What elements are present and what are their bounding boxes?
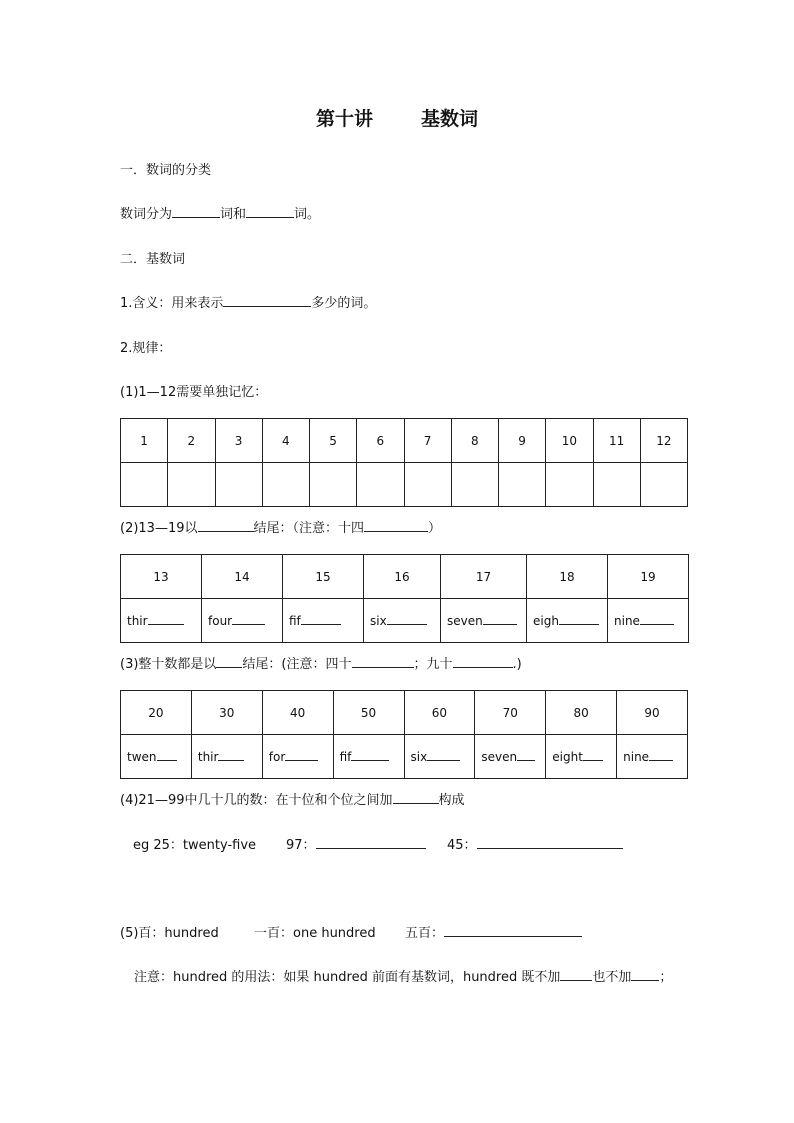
answer-cell[interactable]: [357, 463, 404, 507]
blank-hyphen[interactable]: [393, 791, 439, 804]
rule-1-heading: (1)1—12需要单独记忆：: [120, 385, 268, 400]
table-cell: 6: [357, 419, 404, 463]
table-cell: 4: [262, 419, 309, 463]
word-cell[interactable]: thir: [121, 599, 202, 643]
answer-cell[interactable]: [640, 463, 687, 507]
table-cell: 3: [215, 419, 262, 463]
blank-ninety[interactable]: [453, 655, 513, 668]
table-row: [121, 691, 688, 735]
table-cell: 19: [608, 555, 689, 599]
rule-3-heading: (3)整十数都是以 结尾：(注意：四十 ；九十 .): [120, 657, 522, 672]
table-cell: 18: [527, 555, 608, 599]
answer-cell[interactable]: [215, 463, 262, 507]
table-1-12: [120, 418, 688, 507]
question-97: 97：: [286, 834, 426, 853]
table-row: [121, 599, 689, 643]
blank-97[interactable]: [316, 836, 426, 849]
table-row: [121, 463, 688, 507]
table-cell: 17: [441, 555, 527, 599]
title-lecture: 第十讲: [315, 108, 373, 130]
hundred-usage-note: 注意：hundred 的用法：如果 hundred 前面有基数词，hundred 既不加 也不加 ；: [134, 970, 673, 985]
blank-no-of[interactable]: [631, 968, 659, 981]
table-cell: 70: [475, 691, 546, 735]
table-cell: 50: [333, 691, 404, 735]
word-cell[interactable]: six: [404, 735, 475, 779]
five-hundred-question: 五百：: [405, 922, 582, 941]
blank-suffix-ty[interactable]: [216, 655, 242, 668]
word-cell[interactable]: thir: [191, 735, 262, 779]
answer-cell[interactable]: [499, 463, 546, 507]
answer-cell[interactable]: [121, 463, 168, 507]
word-cell[interactable]: seven: [475, 735, 546, 779]
table-cell: 40: [262, 691, 333, 735]
blank-forty[interactable]: [352, 655, 414, 668]
table-cell: 90: [617, 691, 688, 735]
blank-45[interactable]: [477, 836, 623, 849]
example-25: eg 25：twenty-five: [133, 838, 257, 853]
blank-fourteen[interactable]: [364, 519, 428, 532]
word-cell[interactable]: seven: [441, 599, 527, 643]
blank-definition[interactable]: [223, 294, 311, 307]
answer-cell[interactable]: [593, 463, 640, 507]
word-cell[interactable]: six: [364, 599, 441, 643]
section-1-heading: 一．数词的分类: [120, 163, 212, 178]
table-cell: 8: [451, 419, 498, 463]
table-cell: 15: [283, 555, 364, 599]
word-cell[interactable]: nine: [617, 735, 688, 779]
table-cell: 60: [404, 691, 475, 735]
rules-heading: 2.规律：: [120, 341, 172, 356]
word-cell[interactable]: fif: [333, 735, 404, 779]
definition-line: 1.含义：用来表示 多少的词。: [120, 296, 377, 311]
classification-sentence: 数词分为 词和 词。: [120, 207, 321, 222]
answer-cell[interactable]: [546, 463, 593, 507]
table-cell: 9: [499, 419, 546, 463]
table-cell: 1: [121, 419, 168, 463]
table-cell: 12: [640, 419, 687, 463]
table-cell: 30: [191, 691, 262, 735]
answer-cell[interactable]: [404, 463, 451, 507]
word-cell[interactable]: eight: [546, 735, 617, 779]
answer-cell[interactable]: [310, 463, 357, 507]
table-cell: 16: [364, 555, 441, 599]
blank-no-s[interactable]: [560, 968, 592, 981]
table-cell: 2: [168, 419, 215, 463]
table-cell: 7: [404, 419, 451, 463]
word-cell[interactable]: nine: [608, 599, 689, 643]
rule-5-hundred: (5)百：hundred: [120, 926, 219, 941]
table-cell: 11: [593, 419, 640, 463]
table-row: [121, 419, 688, 463]
title-topic: 基数词: [421, 108, 479, 130]
table-row: [121, 735, 688, 779]
blank-2[interactable]: [246, 205, 294, 218]
word-cell[interactable]: fif: [283, 599, 364, 643]
question-45: 45：: [447, 834, 623, 853]
table-cell: 10: [546, 419, 593, 463]
blank-500[interactable]: [444, 924, 582, 937]
table-cell: 5: [310, 419, 357, 463]
page-title: [0, 104, 794, 131]
table-cell: 14: [202, 555, 283, 599]
table-cell: 80: [546, 691, 617, 735]
table-13-19: [120, 554, 689, 643]
blank-suffix-teen[interactable]: [198, 519, 254, 532]
table-cell: 20: [121, 691, 192, 735]
rule-2-heading: (2)13—19以 结尾：（注意：十四 ）: [120, 521, 442, 536]
table-20-90: [120, 690, 688, 779]
answer-cell[interactable]: [262, 463, 309, 507]
blank-1[interactable]: [172, 205, 220, 218]
word-cell[interactable]: for: [262, 735, 333, 779]
word-cell[interactable]: four: [202, 599, 283, 643]
table-row: [121, 555, 689, 599]
answer-cell[interactable]: [168, 463, 215, 507]
rule-4-heading: (4)21—99中几十几的数：在十位和个位之间加 构成: [120, 793, 465, 808]
word-cell[interactable]: eigh: [527, 599, 608, 643]
section-2-heading: 二．基数词: [120, 252, 186, 267]
table-cell: 13: [121, 555, 202, 599]
one-hundred-example: 一百：one hundred: [254, 926, 376, 941]
word-cell[interactable]: twen: [121, 735, 192, 779]
answer-cell[interactable]: [451, 463, 498, 507]
